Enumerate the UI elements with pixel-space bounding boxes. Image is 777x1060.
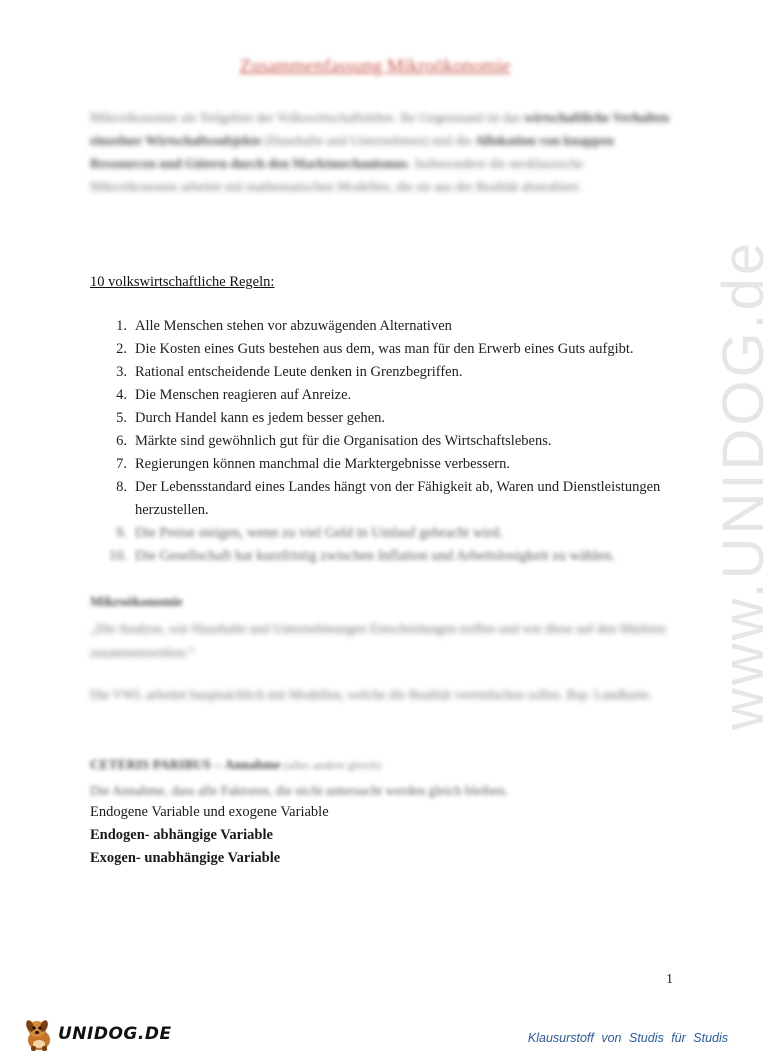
rule-text: Durch Handel kann es jedem besser gehen. <box>135 410 386 426</box>
document-title: Zusammenfassung Mikroökonomie <box>239 56 511 77</box>
rule-number: 6. <box>116 433 127 449</box>
footer-tagline: Klausurstoff von Studis für Studis <box>527 1031 728 1045</box>
rule-number: 4. <box>116 387 127 403</box>
rule-number: 2. <box>116 341 127 357</box>
footer-logo[interactable] <box>22 1016 172 1052</box>
rule-item <box>105 361 675 384</box>
rules-heading: 10 volkswirtschaftliche Regeln: <box>90 274 275 290</box>
intro-paragraph <box>90 106 670 198</box>
rule-number: 10. <box>108 548 127 564</box>
rule-number: 7. <box>116 456 127 472</box>
rule-item <box>105 476 675 522</box>
rule-text: Rational entscheidende Leute denken in Grenzbegriffen. <box>135 364 463 380</box>
micro-heading: Mikroökonomie <box>90 594 183 609</box>
rule-text: Die Preise steigen, wenn zu viel Geld in Umlauf gebracht wird. <box>135 525 504 541</box>
ceteris-dash: – <box>210 757 225 772</box>
rule-item <box>105 315 675 338</box>
exogen-definition: Exogen- unabhängige Variable <box>90 850 281 866</box>
watermark: www.UNIDOG.de <box>711 239 776 730</box>
rule-number: 3. <box>116 364 127 380</box>
rule-item <box>105 453 675 476</box>
micro-definition-quote: „Die Analyse, wie Haushalte und Unternehmungen Entscheidungen treffen und wie diese auf den Märkten zusammenwirken.“ <box>90 621 666 660</box>
rule-number: 8. <box>116 479 127 495</box>
intro-bold-1: wirtschaftliche Verhalten einzelner Wirtschaftssubjekte <box>90 110 670 148</box>
ceteris-paribus-definition: Die Annahme, dass alle Faktoren, die nicht untersucht werden gleich bleiben. <box>90 783 508 798</box>
ceteris-paribus-label: CETERIS PARIBUS <box>90 757 211 772</box>
ceteris-paribus-line <box>90 757 670 773</box>
rule-item <box>105 545 675 568</box>
rule-item <box>105 522 675 545</box>
rule-text: Die Menschen reagieren auf Anreize. <box>135 387 352 403</box>
rule-text: Der Lebensstandard eines Landes hängt von der Fähigkeit ab, Waren und Dienstleistungen herzustellen. <box>135 479 661 518</box>
dog-mascot-icon <box>22 1016 56 1052</box>
ceteris-note: (alles andere gleich) <box>280 758 381 772</box>
micro-model-text: Die VWL arbeitet hauptsächlich mit Modellen, welche die Realität vereinfachen sollen. Bsp. Landkarte. <box>90 687 653 702</box>
rule-item <box>105 430 675 453</box>
rules-list <box>105 315 675 568</box>
rule-text: Regierungen können manchmal die Marktergebnisse verbessern. <box>135 456 511 472</box>
endogene-exogene-line: Endogene Variable und exogene Variable <box>90 804 329 820</box>
footer-brand: UNIDOG.DE <box>58 1024 172 1044</box>
rule-number: 1. <box>116 318 127 334</box>
rule-text: Die Gesellschaft hat kurzfristig zwischen Inflation und Arbeitslosigkeit zu wählen. <box>135 548 615 564</box>
page-number: 1 <box>666 972 673 987</box>
rule-item <box>105 384 675 407</box>
rule-text: Alle Menschen stehen vor abzuwägenden Alternativen <box>135 318 452 334</box>
rule-text: Märkte sind gewöhnlich gut für die Organisation des Wirtschaftslebens. <box>135 433 552 449</box>
rule-item <box>105 338 675 361</box>
ceteris-annahme: Annahme <box>224 757 281 772</box>
intro-bold-2: Allokation von knappen Ressourcen und Gütern durch den Marktmechanismus <box>90 133 614 171</box>
endogen-definition: Endogen- abhängige Variable <box>90 827 273 843</box>
intro-text-2: (Haushalte und Unternehmen) und die <box>261 133 476 148</box>
rule-number: 9. <box>116 525 127 541</box>
intro-text-3: . Insbesondere die neoklassische Mikroökonomie arbeitet mit mathematischen Modellen, die sie aus der Realität abstrahiert. <box>90 156 584 194</box>
intro-text-1: Mikroökonomie als Teilgebiet der Volkswirtschaftslehre. Ihr Gegenstand ist das <box>90 110 524 125</box>
rule-item <box>105 407 675 430</box>
rule-text: Die Kosten eines Guts bestehen aus dem, was man für den Erwerb eines Guts aufgibt. <box>135 341 634 357</box>
rule-number: 5. <box>116 410 127 426</box>
